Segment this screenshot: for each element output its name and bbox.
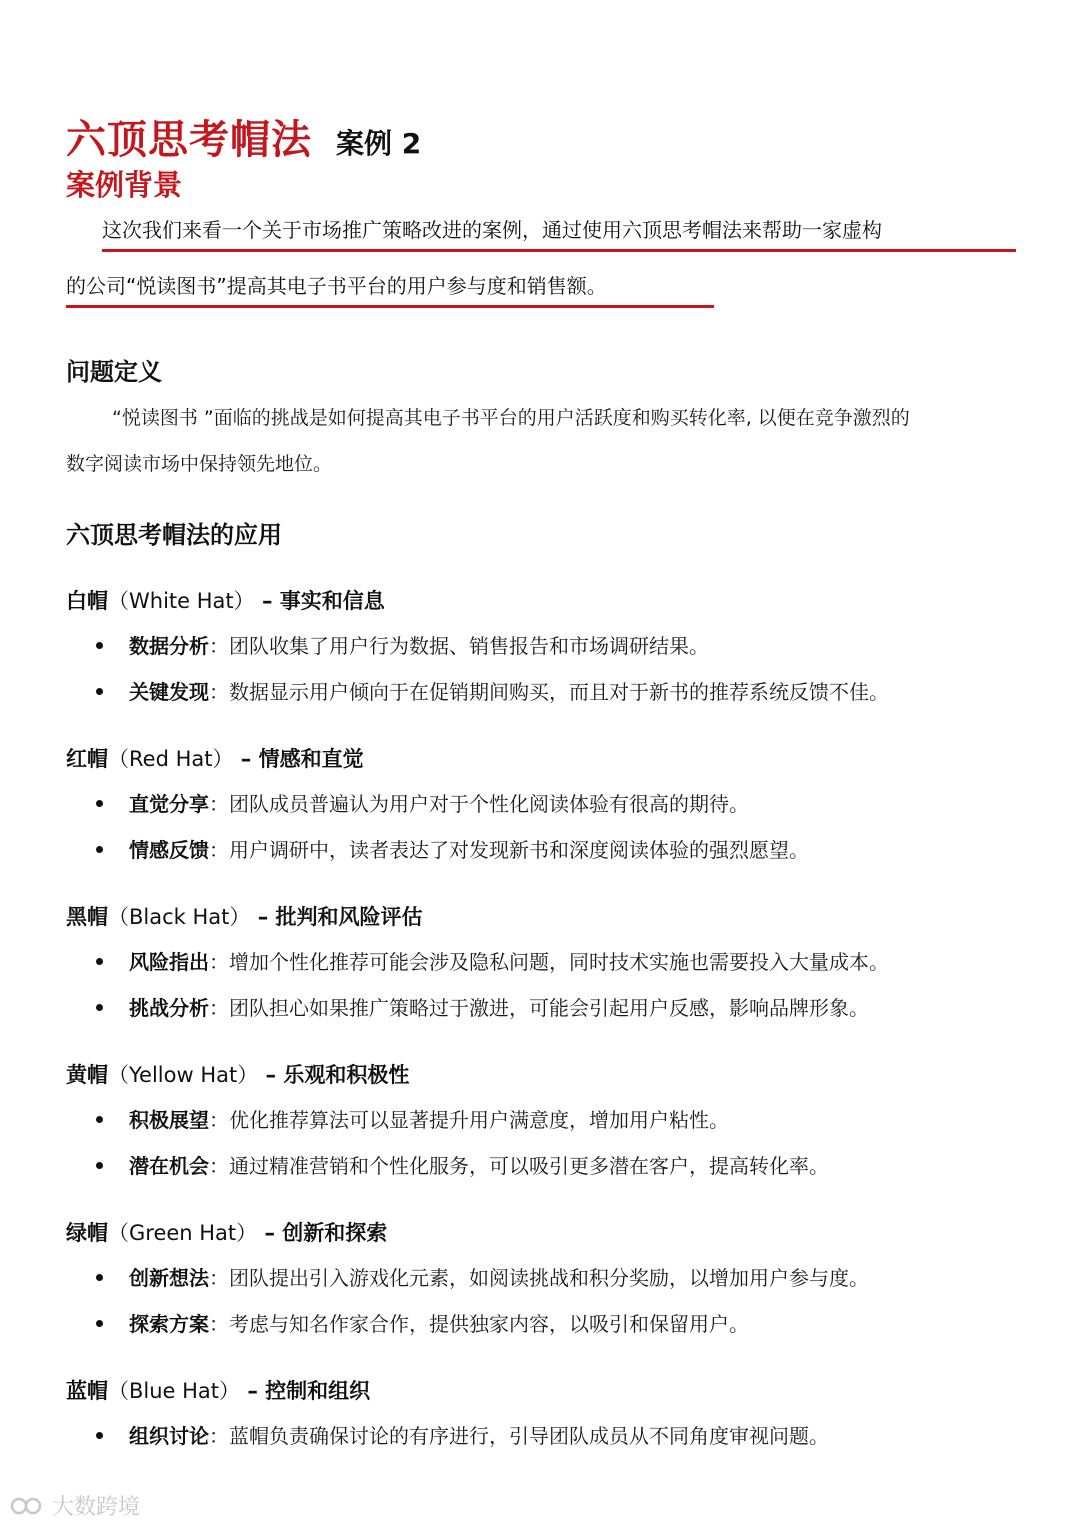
item-text: ：团队担心如果推广策略过于激进，可能会引起用户反感，影响品牌形象。 xyxy=(209,996,869,1020)
hat-desc: – 情感和直觉 xyxy=(233,747,364,771)
hat-name: 蓝帽 xyxy=(66,1379,108,1403)
hat-heading-red xyxy=(66,743,364,773)
hat-name: 绿帽 xyxy=(66,1221,108,1245)
problem-line-1: “悦读图书 ”面临的挑战是如何提高其电子书平台的用户活跃度和购买转化率, 以便在竞争激烈的 xyxy=(112,407,910,429)
list-item xyxy=(96,946,889,975)
list-item xyxy=(96,1420,829,1449)
hat-heading-yellow xyxy=(66,1059,409,1089)
bullet-icon xyxy=(96,1116,103,1123)
hat-desc: – 创新和探索 xyxy=(257,1221,388,1245)
item-key: 挑战分析 xyxy=(129,996,209,1020)
hat-english: （White Hat） xyxy=(108,589,255,613)
item-key: 情感反馈 xyxy=(129,838,209,862)
item-key: 创新想法 xyxy=(129,1266,209,1290)
background-line-2: 的公司“悦读图书”提高其电子书平台的用户参与度和销售额。 xyxy=(66,270,714,308)
watermark xyxy=(10,1490,140,1521)
bullet-icon xyxy=(96,846,103,853)
list-item xyxy=(96,1262,869,1291)
bullet-icon xyxy=(96,800,103,807)
item-key: 关键发现 xyxy=(129,680,209,704)
item-text: ：优化推荐算法可以显著提升用户满意度，增加用户粘性。 xyxy=(209,1108,729,1132)
list-item xyxy=(96,630,709,659)
hat-name: 黄帽 xyxy=(66,1063,108,1087)
bullet-icon xyxy=(96,1274,103,1281)
hat-english: （Yellow Hat） xyxy=(108,1063,259,1087)
bullet-icon xyxy=(96,1320,103,1327)
list-item xyxy=(96,1150,829,1179)
list-item xyxy=(96,992,869,1021)
page-title: 六顶思考帽法 xyxy=(66,117,312,163)
item-text: ：团队成员普遍认为用户对于个性化阅读体验有很高的期待。 xyxy=(209,792,749,816)
list-item xyxy=(96,1104,729,1133)
list-item xyxy=(96,676,889,705)
hat-english: （Blue Hat） xyxy=(108,1379,241,1403)
item-key: 潜在机会 xyxy=(129,1154,209,1178)
page-subtitle: 案例 2 xyxy=(336,127,422,160)
item-text: ：蓝帽负责确保讨论的有序进行，引导团队成员从不同角度审视问题。 xyxy=(209,1424,829,1448)
list-item xyxy=(96,834,809,863)
hat-english: （Red Hat） xyxy=(108,747,234,771)
item-text: ：团队收集了用户行为数据、销售报告和市场调研结果。 xyxy=(209,634,709,658)
item-text: ：增加个性化推荐可能会涉及隐私问题，同时技术实施也需要投入大量成本。 xyxy=(209,950,889,974)
background-heading: 案例背景 xyxy=(66,168,183,202)
item-key: 积极展望 xyxy=(129,1108,209,1132)
item-text: ：团队提出引入游戏化元素，如阅读挑战和积分奖励，以增加用户参与度。 xyxy=(209,1266,869,1290)
hat-desc: – 事实和信息 xyxy=(254,589,385,613)
title-row xyxy=(66,108,421,165)
hat-english: （Black Hat） xyxy=(108,905,251,929)
watermark-logo-icon xyxy=(10,1495,46,1517)
bullet-icon xyxy=(96,642,103,649)
item-text: ：数据显示用户倾向于在促销期间购买，而且对于新书的推荐系统反馈不佳。 xyxy=(209,680,889,704)
application-heading: 六顶思考帽法的应用 xyxy=(66,521,282,549)
bullet-icon xyxy=(96,958,103,965)
bullet-icon xyxy=(96,1004,103,1011)
hat-desc: – 乐观和积极性 xyxy=(258,1063,410,1087)
problem-line-2: 数字阅读市场中保持领先地位。 xyxy=(66,453,333,475)
item-key: 探索方案 xyxy=(129,1312,209,1336)
hat-heading-blue xyxy=(66,1375,370,1405)
hat-heading-black xyxy=(66,901,423,931)
item-text: ：用户调研中，读者表达了对发现新书和深度阅读体验的强烈愿望。 xyxy=(209,838,809,862)
bullet-icon xyxy=(96,688,103,695)
background-line-1: 这次我们来看一个关于市场推广策略改进的案例，通过使用六顶思考帽法来帮助一家虚构 xyxy=(102,214,1016,252)
item-key: 数据分析 xyxy=(129,634,209,658)
hat-name: 白帽 xyxy=(66,589,108,613)
list-item xyxy=(96,1308,749,1337)
watermark-text: 大数跨境 xyxy=(52,1495,141,1520)
hat-name: 红帽 xyxy=(66,747,108,771)
hat-desc: – 控制和组织 xyxy=(240,1379,371,1403)
hat-desc: – 批判和风险评估 xyxy=(250,905,423,929)
item-key: 直觉分享 xyxy=(129,792,209,816)
hat-name: 黑帽 xyxy=(66,905,108,929)
item-key: 组织讨论 xyxy=(129,1424,209,1448)
bullet-icon xyxy=(96,1162,103,1169)
list-item xyxy=(96,788,749,817)
item-text: ：通过精准营销和个性化服务，可以吸引更多潜在客户，提高转化率。 xyxy=(209,1154,829,1178)
hat-heading-white xyxy=(66,585,385,615)
bullet-icon xyxy=(96,1432,103,1439)
hat-english: （Green Hat） xyxy=(108,1221,258,1245)
hat-heading-green xyxy=(66,1217,387,1247)
item-text: ：考虑与知名作家合作，提供独家内容，以吸引和保留用户。 xyxy=(209,1312,749,1336)
item-key: 风险指出 xyxy=(129,950,209,974)
problem-heading: 问题定义 xyxy=(66,358,162,386)
